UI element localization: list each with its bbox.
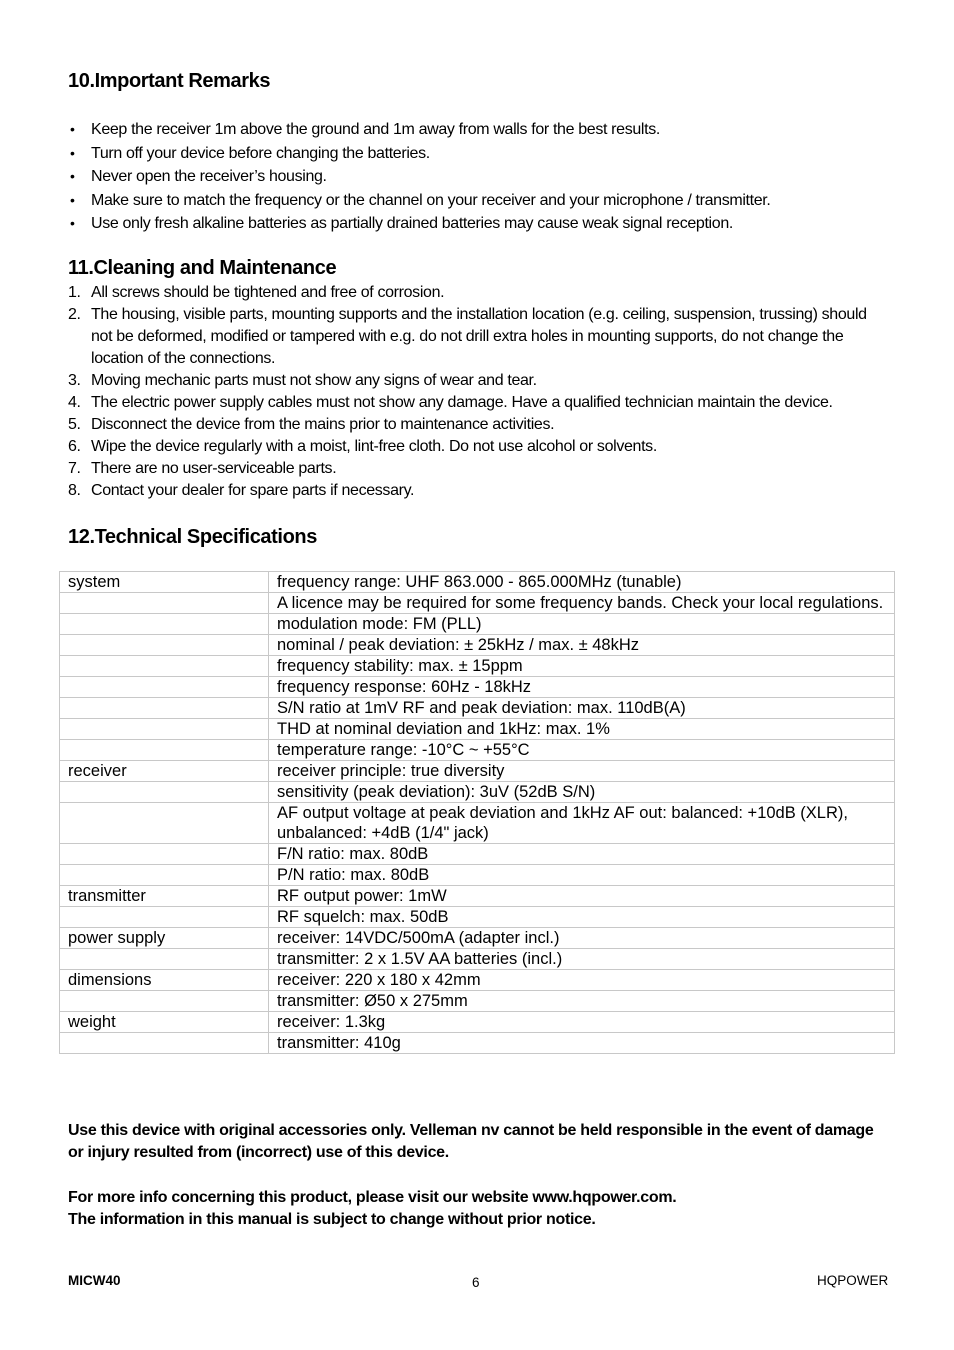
spec-value: transmitter: Ø50 x 275mm [269, 991, 895, 1012]
accessories-notice: Use this device with original accessories only. Velleman nv cannot be held responsible in the event of damage or injury resulted from (incorrect) use of this device. [68, 1122, 874, 1161]
spec-value: RF squelch: max. 50dB [269, 907, 895, 928]
spec-row [60, 572, 895, 593]
spec-value: modulation mode: FM (PLL) [269, 614, 895, 635]
cleaning-text: Contact your dealer for spare parts if necessary. [91, 482, 415, 499]
info-line-1: For more info concerning this product, please visit our website www.hqpower.com. [68, 1189, 677, 1206]
spec-value: S/N ratio at 1mV RF and peak deviation: max. 110dB(A) [269, 698, 895, 719]
spec-category: receiver [60, 761, 269, 782]
remark-text: Use only fresh alkaline batteries as partially drained batteries may cause weak signal reception. [91, 215, 733, 232]
specs-table [59, 571, 895, 1054]
spec-category [60, 719, 269, 740]
spec-row [60, 803, 895, 844]
spec-row [60, 886, 895, 907]
spec-row [60, 761, 895, 782]
spec-row [60, 970, 895, 991]
bullet-icon: • [70, 191, 75, 208]
spec-row [60, 677, 895, 698]
remark-text: Never open the receiver’s housing. [91, 168, 327, 185]
spec-category [60, 803, 269, 844]
spec-row [60, 991, 895, 1012]
bullet-icon: • [70, 215, 75, 231]
item-number: 8. [68, 482, 81, 499]
spec-value: temperature range: -10°C ~ +55°C [269, 740, 895, 761]
spec-category [60, 740, 269, 761]
section-title-remarks: 10.Important Remarks [68, 70, 271, 92]
bullet-icon: • [70, 168, 75, 184]
spec-category [60, 907, 269, 928]
spec-row [60, 614, 895, 635]
cleaning-text: Moving mechanic parts must not show any signs of wear and tear. [91, 372, 537, 389]
section-title-cleaning: 11.Cleaning and Maintenance [68, 257, 337, 279]
cleaning-item [68, 282, 868, 304]
remark-item [68, 212, 771, 236]
spec-row [60, 844, 895, 865]
spec-value: frequency range: UHF 863.000 - 865.000MHz (tunable) [269, 572, 895, 593]
cleaning-item [68, 458, 868, 480]
section-title-specs: 12.Technical Specifications [68, 526, 317, 548]
remark-item [68, 118, 771, 142]
cleaning-text: Wipe the device regularly with a moist, lint-free cloth. Do not use alcohol or solvents. [91, 438, 657, 455]
spec-category [60, 614, 269, 635]
spec-value: A licence may be required for some frequency bands. Check your local regulations. [269, 593, 895, 614]
spec-value: transmitter: 410g [269, 1033, 895, 1054]
spec-category [60, 593, 269, 614]
spec-category [60, 991, 269, 1012]
remark-item [68, 165, 771, 189]
spec-value: F/N ratio: max. 80dB [269, 844, 895, 865]
spec-row [60, 928, 895, 949]
spec-category [60, 656, 269, 677]
cleaning-item [68, 436, 868, 458]
spec-value: P/N ratio: max. 80dB [269, 865, 895, 886]
item-number: 6. [68, 438, 81, 455]
spec-row [60, 698, 895, 719]
spec-category: dimensions [60, 970, 269, 991]
spec-category [60, 635, 269, 656]
cleaning-text: There are no user-serviceable parts. [91, 460, 337, 477]
remark-text: Turn off your device before changing the batteries. [91, 144, 430, 162]
remarks-list [68, 118, 771, 236]
spec-value: THD at nominal deviation and 1kHz: max. 1% [269, 719, 895, 740]
spec-category: system [60, 572, 269, 593]
spec-value: receiver principle: true diversity [269, 761, 895, 782]
spec-category: power supply [60, 928, 269, 949]
spec-value: receiver: 14VDC/500mA (adapter incl.) [269, 928, 895, 949]
cleaning-text: The housing, visible parts, mounting supports and the installation location (e.g. ceiling, suspension, trussing) should not be deformed, modified or tampered with e.g. do not drill extra holes in mounting supports, do not change the location of the connections. [91, 306, 867, 367]
remark-text: Keep the receiver 1m above the ground and 1m away from walls for the best results. [91, 121, 660, 138]
item-number: 5. [68, 416, 81, 433]
bullet-icon: • [70, 121, 75, 137]
spec-category [60, 844, 269, 865]
spec-value: AF output voltage at peak deviation and 1kHz AF out: balanced: +10dB (XLR), unbalanced: +4dB (1/4" jack) [269, 803, 895, 844]
cleaning-item [68, 370, 868, 392]
cleaning-text: All screws should be tightened and free of corrosion. [91, 284, 445, 301]
spec-row [60, 1012, 895, 1033]
item-number: 3. [68, 372, 81, 389]
spec-category: transmitter [60, 886, 269, 907]
spec-category [60, 677, 269, 698]
cleaning-text: Disconnect the device from the mains prior to maintenance activities. [91, 416, 555, 433]
remark-text: Make sure to match the frequency or the channel on your receiver and your microphone / transmitter. [91, 191, 771, 209]
spec-row [60, 593, 895, 614]
cleaning-item [68, 480, 868, 502]
item-number: 4. [68, 394, 81, 411]
info-line-2: The information in this manual is subject to change without prior notice. [68, 1211, 596, 1228]
spec-row [60, 865, 895, 886]
spec-category [60, 782, 269, 803]
spec-value: sensitivity (peak deviation): 3uV (52dB S/N) [269, 782, 895, 803]
footer-brand: HQPOWER [817, 1273, 889, 1288]
remark-item [68, 142, 771, 166]
item-number: 7. [68, 460, 81, 477]
spec-category [60, 698, 269, 719]
cleaning-item [68, 304, 868, 370]
remark-item [68, 189, 771, 213]
spec-row [60, 1033, 895, 1054]
spec-value: RF output power: 1mW [269, 886, 895, 907]
spec-row [60, 635, 895, 656]
spec-category [60, 865, 269, 886]
spec-row [60, 949, 895, 970]
spec-row [60, 782, 895, 803]
spec-row [60, 907, 895, 928]
cleaning-item [68, 414, 868, 436]
spec-row [60, 740, 895, 761]
item-number: 2. [68, 306, 81, 323]
footer-model: MICW40 [68, 1273, 121, 1288]
cleaning-item [68, 392, 868, 414]
spec-value: frequency response: 60Hz - 18kHz [269, 677, 895, 698]
spec-value: frequency stability: max. ± 15ppm [269, 656, 895, 677]
spec-row [60, 656, 895, 677]
item-number: 1. [68, 284, 81, 301]
cleaning-list [68, 282, 868, 502]
spec-value: receiver: 1.3kg [269, 1012, 895, 1033]
spec-value: receiver: 220 x 180 x 42mm [269, 970, 895, 991]
cleaning-text: The electric power supply cables must not show any damage. Have a qualified technician maintain the device. [91, 394, 833, 411]
spec-category [60, 1033, 269, 1054]
spec-row [60, 719, 895, 740]
footer-page-number: 6 [472, 1275, 480, 1290]
spec-value: transmitter: 2 x 1.5V AA batteries (incl.) [269, 949, 895, 970]
bullet-icon: • [70, 144, 75, 161]
spec-category: weight [60, 1012, 269, 1033]
spec-category [60, 949, 269, 970]
spec-value: nominal / peak deviation: ± 25kHz / max. ± 48kHz [269, 635, 895, 656]
